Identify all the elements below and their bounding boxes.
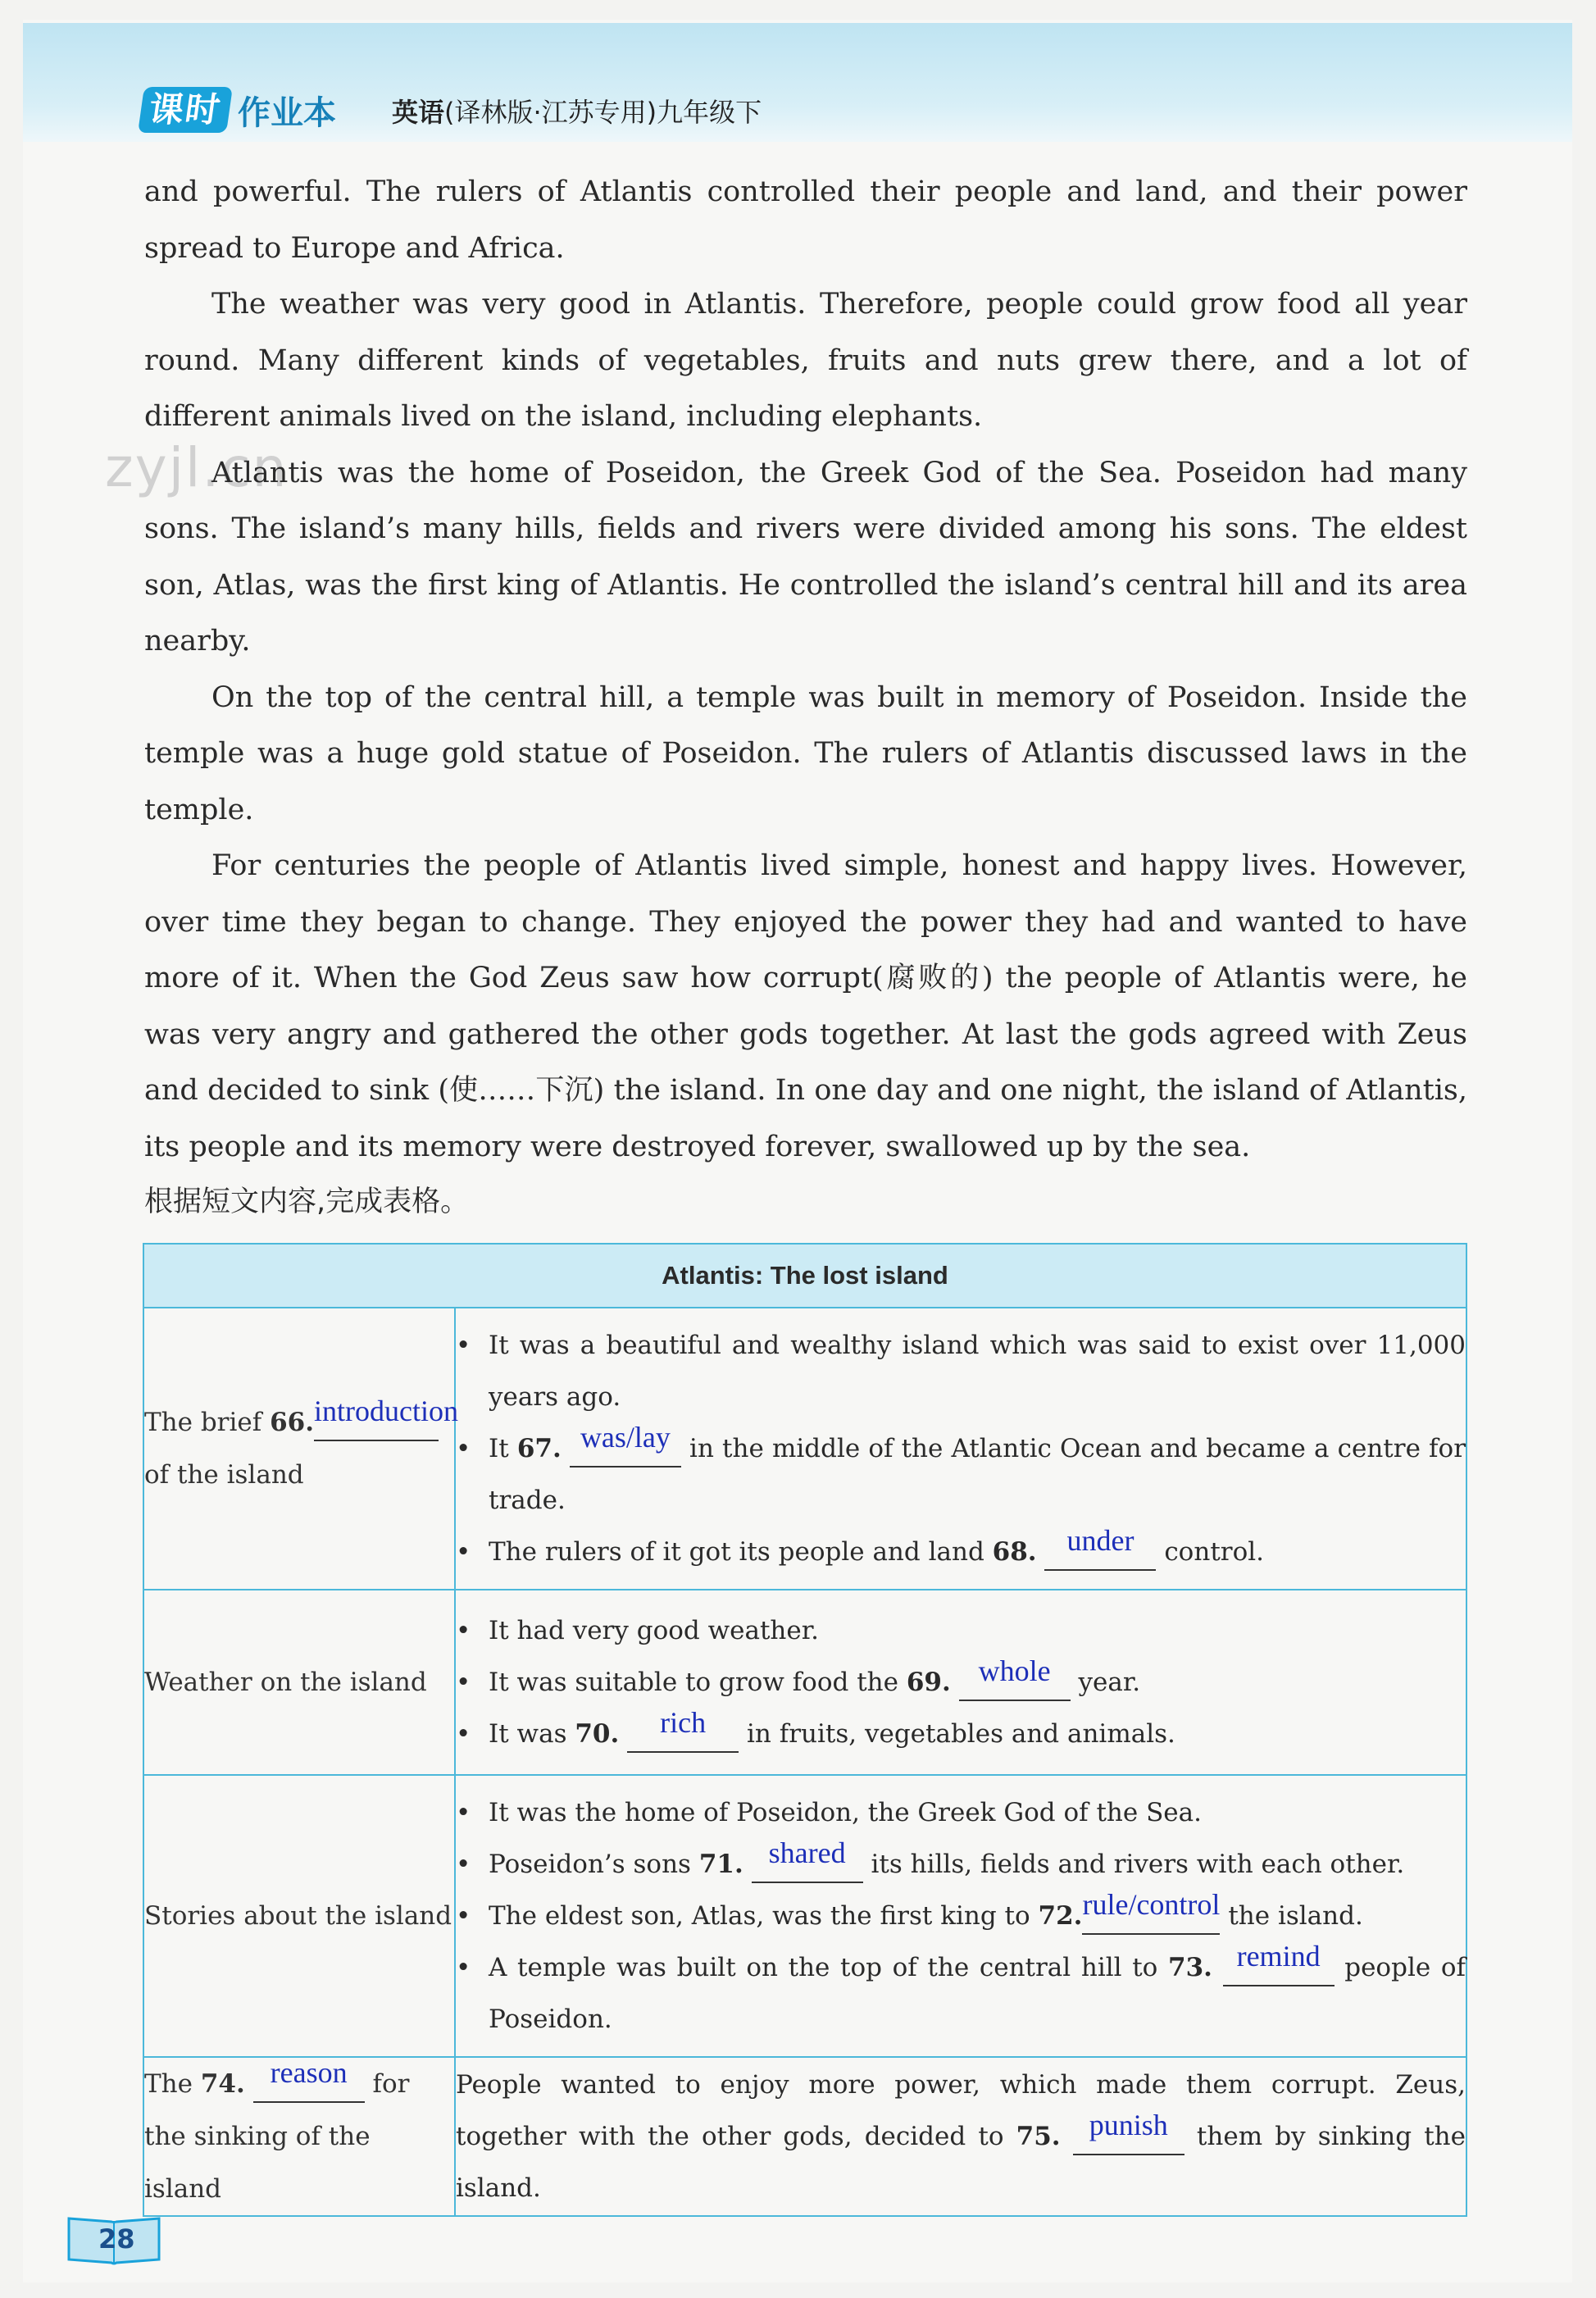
- answer-text: punish: [1089, 2108, 1168, 2141]
- passage-paragraph: The weather was very good in Atlantis. Therefore, people could grow food all year round. Many different kinds of vegetables, fruits and nuts grew there, and a lot of different animals lived on the island, including elephants.: [144, 288, 1467, 433]
- bullet-icon: •: [456, 1952, 471, 1982]
- answer-text: introduction: [314, 1395, 459, 1427]
- bullet-item: [456, 1523, 1466, 1578]
- question-number: 69.: [906, 1667, 951, 1697]
- bullet-icon: •: [456, 1718, 471, 1749]
- bullet-text: Poseidon’s sons: [489, 1849, 699, 1879]
- answer-blank-73[interactable]: [1223, 1939, 1335, 1986]
- edition-label: (译林版·江苏专用)九年级下: [444, 97, 762, 128]
- page-number: 28: [98, 2223, 135, 2255]
- bullet-icon: •: [456, 1433, 471, 1463]
- answer-text: whole: [978, 1654, 1051, 1687]
- bullet-item: [456, 1787, 1466, 1839]
- question-number: 74.: [200, 2069, 245, 2099]
- answer-blank-70[interactable]: [627, 1705, 739, 1753]
- bullet-item: [456, 1939, 1466, 2045]
- question-number: 71.: [698, 1849, 743, 1879]
- bullet-text: It was suitable to grow food the: [489, 1667, 907, 1697]
- bullet-icon: •: [456, 1330, 471, 1360]
- row-label: [143, 2057, 455, 2216]
- question-number: 66.: [270, 1408, 315, 1437]
- answer-text: shared: [768, 1836, 846, 1869]
- answer-text: reason: [270, 2056, 348, 2089]
- bullet-text: It was: [489, 1718, 575, 1749]
- bullet-text: It was the home of Poseidon, the Greek God of the Sea.: [489, 1797, 1202, 1827]
- answer-text: remind: [1236, 1939, 1321, 1973]
- instruction: 根据短文内容,完成表格。: [144, 1185, 470, 1218]
- bullet-item: [456, 1836, 1466, 1891]
- bullet-icon: •: [456, 1536, 471, 1567]
- answer-blank-69[interactable]: [959, 1654, 1071, 1701]
- answer-blank-68[interactable]: [1044, 1523, 1156, 1571]
- bullet-text: control.: [1156, 1536, 1265, 1567]
- passage-paragraph: Atlantis was the home of Poseidon, the Greek God of the Sea. Poseidon had many sons. The island’s many hills, fields and rivers were divided among his sons. The eldest son, Atlas, was the first king of Atlantis. He controlled the island’s central hill and its area nearby.: [144, 456, 1467, 658]
- logo-text: 作业本: [238, 93, 337, 132]
- bullet-item: [456, 1420, 1466, 1527]
- subject-label: 英语: [392, 97, 445, 128]
- passage-paragraph: On the top of the central hill, a temple was built in memory of Poseidon. Inside the temple was a huge gold statue of Poseidon. The rulers of Atlantis discussed laws in the temple.: [144, 680, 1467, 826]
- bullet-text: the island.: [1220, 1900, 1363, 1931]
- question-number: 75.: [1016, 2121, 1061, 2151]
- bullet-text: its hills, fields and rivers with each other.: [862, 1849, 1405, 1879]
- passage-paragraph: For centuries the people of Atlantis lived simple, honest and happy lives. However, over time they began to change. They enjoyed the power they had and wanted to have more of it. When the God Zeus saw how corrupt(腐败的) the people of Atlantis were, he was very angry and gathered the other gods together. At last the gods agreed with Zeus and decided to sink (使……下沉) the island. In one day and one night, the island of Atlantis, its people and its memory were destroyed forever, swallowed up by the sea.: [144, 849, 1467, 1163]
- watermark: zyjl.cn: [105, 436, 289, 499]
- bullet-text: in the middle of the Atlantic Ocean and became a centre for trade.: [489, 1433, 1466, 1515]
- bullet-text: It had very good weather.: [489, 1615, 820, 1645]
- bullet-text: in fruits, vegetables and animals.: [739, 1718, 1175, 1749]
- bullet-text: A temple was built on the top of the central hill to: [489, 1952, 1168, 1982]
- bullet-text: people of Poseidon.: [489, 1952, 1466, 2034]
- bullet-icon: •: [456, 1615, 471, 1645]
- book-logo: [141, 85, 336, 134]
- row-label: Weather on the island: [143, 1590, 455, 1775]
- table-row: [143, 1590, 1466, 1775]
- logo-badge: 课时: [138, 87, 233, 133]
- label-text: The: [144, 2069, 201, 2099]
- question-number: 73.: [1168, 1952, 1212, 1982]
- page-number-badge: [64, 2214, 164, 2269]
- bullet-text: year.: [1070, 1667, 1141, 1697]
- bullet-icon: •: [456, 1797, 471, 1827]
- answer-text: rule/control: [1082, 1887, 1221, 1921]
- row-content: [455, 1308, 1466, 1590]
- bullet-text: It was a beautiful and wealthy island which was said to exist over 11,000 years ago.: [489, 1330, 1466, 1412]
- row-content: [455, 2057, 1466, 2216]
- bullet-text: The eldest son, Atlas, was the first king to: [489, 1900, 1039, 1931]
- answer-blank-71[interactable]: [752, 1836, 863, 1883]
- bullet-item: [456, 1887, 1466, 1942]
- answer-text: rich: [660, 1705, 707, 1739]
- answer-blank-75[interactable]: [1073, 2108, 1184, 2155]
- row-content: [455, 1590, 1466, 1775]
- answer-text: was/lay: [580, 1420, 671, 1454]
- answer-blank-74[interactable]: [253, 2056, 365, 2103]
- bullet-icon: •: [456, 1900, 471, 1931]
- answer-blank-66[interactable]: [314, 1395, 459, 1441]
- answer-blank-67[interactable]: [570, 1420, 681, 1468]
- answer-table: [143, 1243, 1467, 2217]
- answer-blank-72[interactable]: [1082, 1887, 1221, 1935]
- bullet-text: It: [489, 1433, 517, 1463]
- question-number: 70.: [575, 1718, 620, 1749]
- passage-paragraph: and powerful. The rulers of Atlantis controlled their people and land, and their power spread to Europe and Africa.: [144, 175, 1467, 265]
- bullet-item: [456, 1320, 1466, 1423]
- bullet-icon: •: [456, 1849, 471, 1879]
- row-label: Stories about the island: [143, 1775, 455, 2057]
- table-row: [143, 1775, 1466, 2057]
- bullet-item: [456, 1705, 1466, 1760]
- header-subject: [392, 92, 762, 130]
- bullet-item: [456, 1605, 1466, 1657]
- passage: [144, 164, 1467, 1175]
- row-text: People wanted to enjoy more power, which made them corrupt. Zeus, together with the other gods, decided to: [456, 2069, 1466, 2151]
- bullet-icon: •: [456, 1667, 471, 1697]
- label-text: for the sinking of the island: [144, 2069, 410, 2204]
- row-label: [143, 1308, 459, 1590]
- label-text: of the island: [144, 1460, 304, 1490]
- answer-text: under: [1066, 1523, 1134, 1557]
- label-text: The brief: [144, 1408, 271, 1437]
- question-number: 68.: [992, 1536, 1037, 1567]
- bullet-item: [456, 1654, 1466, 1709]
- table-row: [143, 1308, 1466, 1590]
- table-row: [143, 2057, 1466, 2216]
- bullet-text: The rulers of it got its people and land: [489, 1536, 993, 1567]
- row-text: them by sinking the island.: [456, 2121, 1466, 2203]
- question-number: 72.: [1038, 1900, 1083, 1931]
- row-content: [455, 1775, 1466, 2057]
- question-number: 67.: [516, 1433, 562, 1463]
- table-title: Atlantis: The lost island: [143, 1244, 1466, 1308]
